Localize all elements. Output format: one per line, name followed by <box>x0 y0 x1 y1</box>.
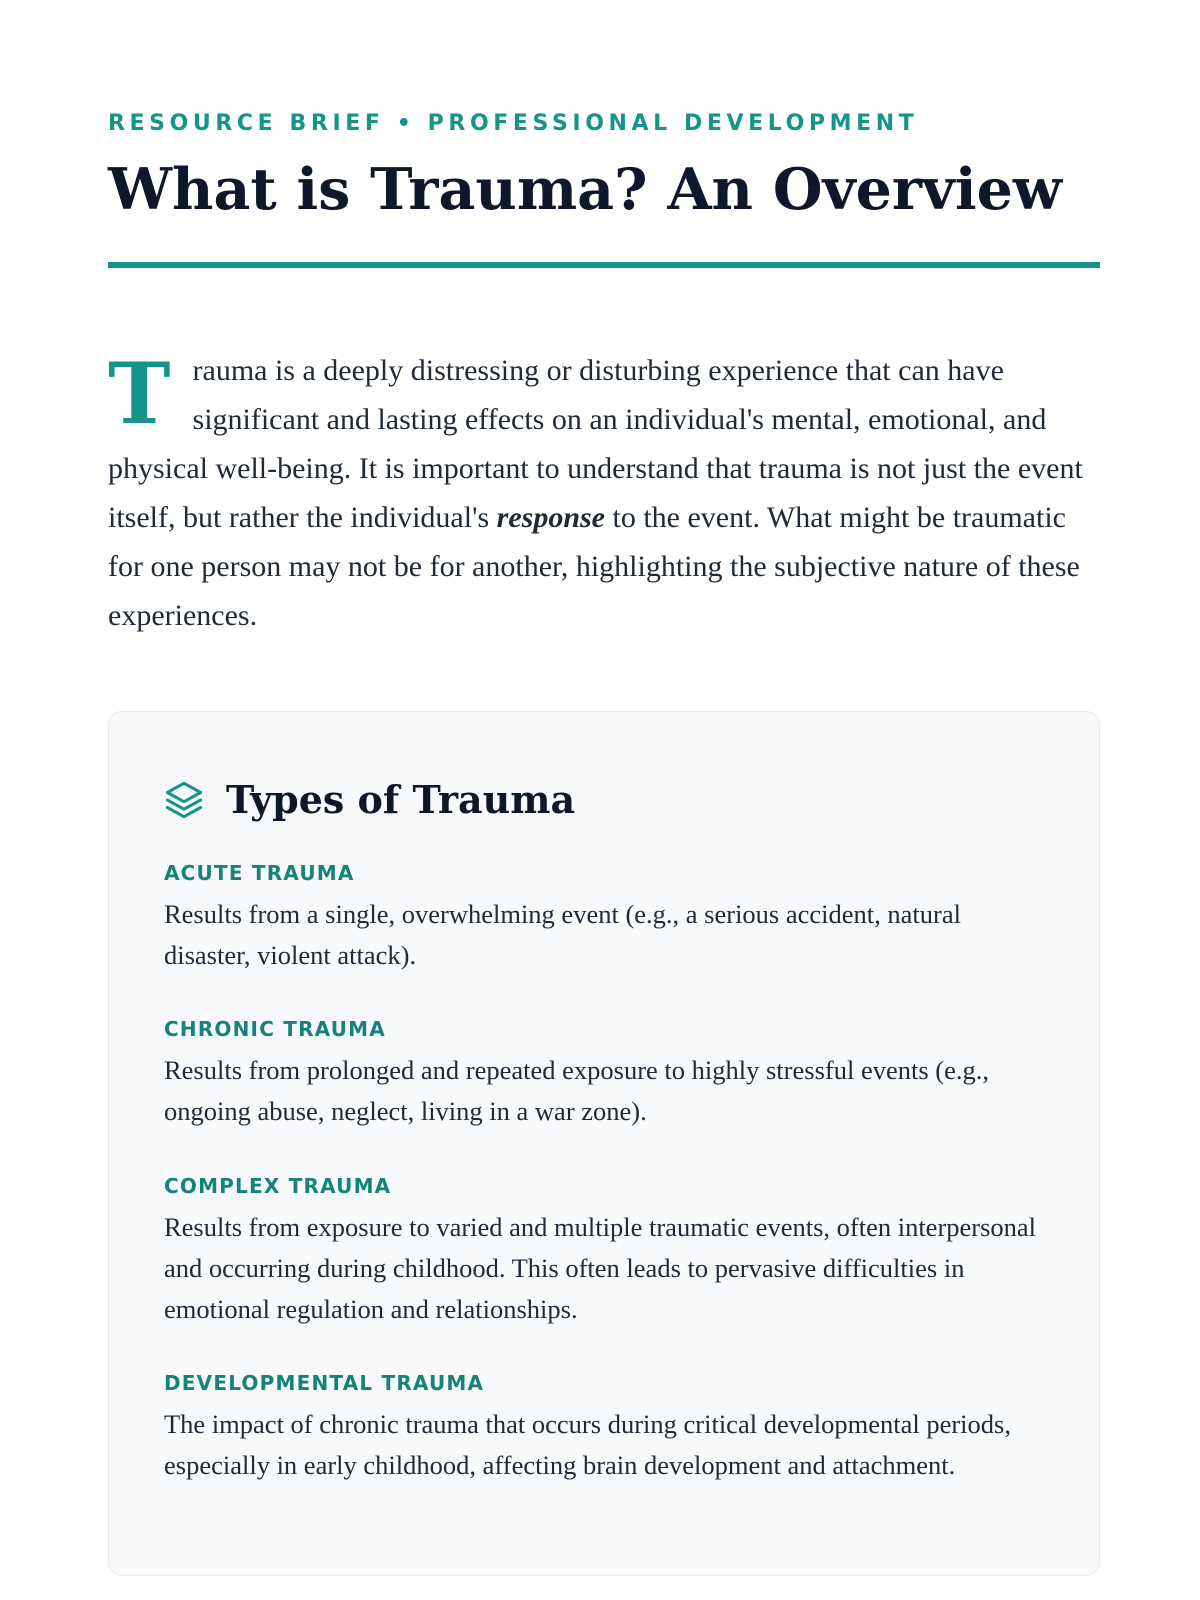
drop-cap: T <box>108 344 171 443</box>
trauma-type-description: The impact of chronic trauma that occurs during critical developmental periods, especially in early childhood, affecting brain development and attachment. <box>164 1409 1011 1480</box>
trauma-type-description: Results from exposure to varied and multiple traumatic events, often interpersonal and occurring during childhood. This often leads to pervasive difficulties in emotional regulation and relationships. <box>164 1212 1037 1324</box>
trauma-type-label: COMPLEX TRAUMA <box>164 1174 392 1198</box>
types-of-trauma-card <box>108 711 1100 1576</box>
trauma-type-item <box>164 1173 1044 1330</box>
trauma-type-item <box>164 860 1044 976</box>
intro-text-before: rauma is a deeply distressing or disturbing experience that can have significant and lasting effects on an individual's mental, emotional, and physical well-being. It is important to understand that trauma is not just the event itself, but rather the individual's <box>108 354 1083 534</box>
intro-emphasis: response <box>496 501 605 534</box>
card-header <box>164 772 575 828</box>
trauma-type-label: DEVELOPMENTAL TRAUMA <box>164 1371 485 1395</box>
title-divider <box>108 262 1100 268</box>
trauma-type-item <box>164 1016 1044 1132</box>
trauma-type-description: Results from prolonged and repeated exposure to highly stressful events (e.g., ongoing abuse, neglect, living in a war zone). <box>164 1055 989 1126</box>
trauma-type-item <box>164 1370 1044 1486</box>
trauma-type-description: Results from a single, overwhelming event (e.g., a serious accident, natural disaster, violent attack). <box>164 899 961 970</box>
trauma-type-label: CHRONIC TRAUMA <box>164 1017 386 1041</box>
trauma-type-label: ACUTE TRAUMA <box>164 861 355 885</box>
eyebrow-label: RESOURCE BRIEF • PROFESSIONAL DEVELOPMENT <box>108 111 919 136</box>
intro-paragraph <box>108 346 1100 640</box>
intro-text-after: to the event. What might be traumatic for one person may not be for another, highlighting the subjective nature of these experiences. <box>108 501 1080 632</box>
page-title: What is Trauma? An Overview <box>108 156 1062 223</box>
card-title: Types of Trauma <box>226 777 576 822</box>
layers-icon <box>164 780 204 820</box>
